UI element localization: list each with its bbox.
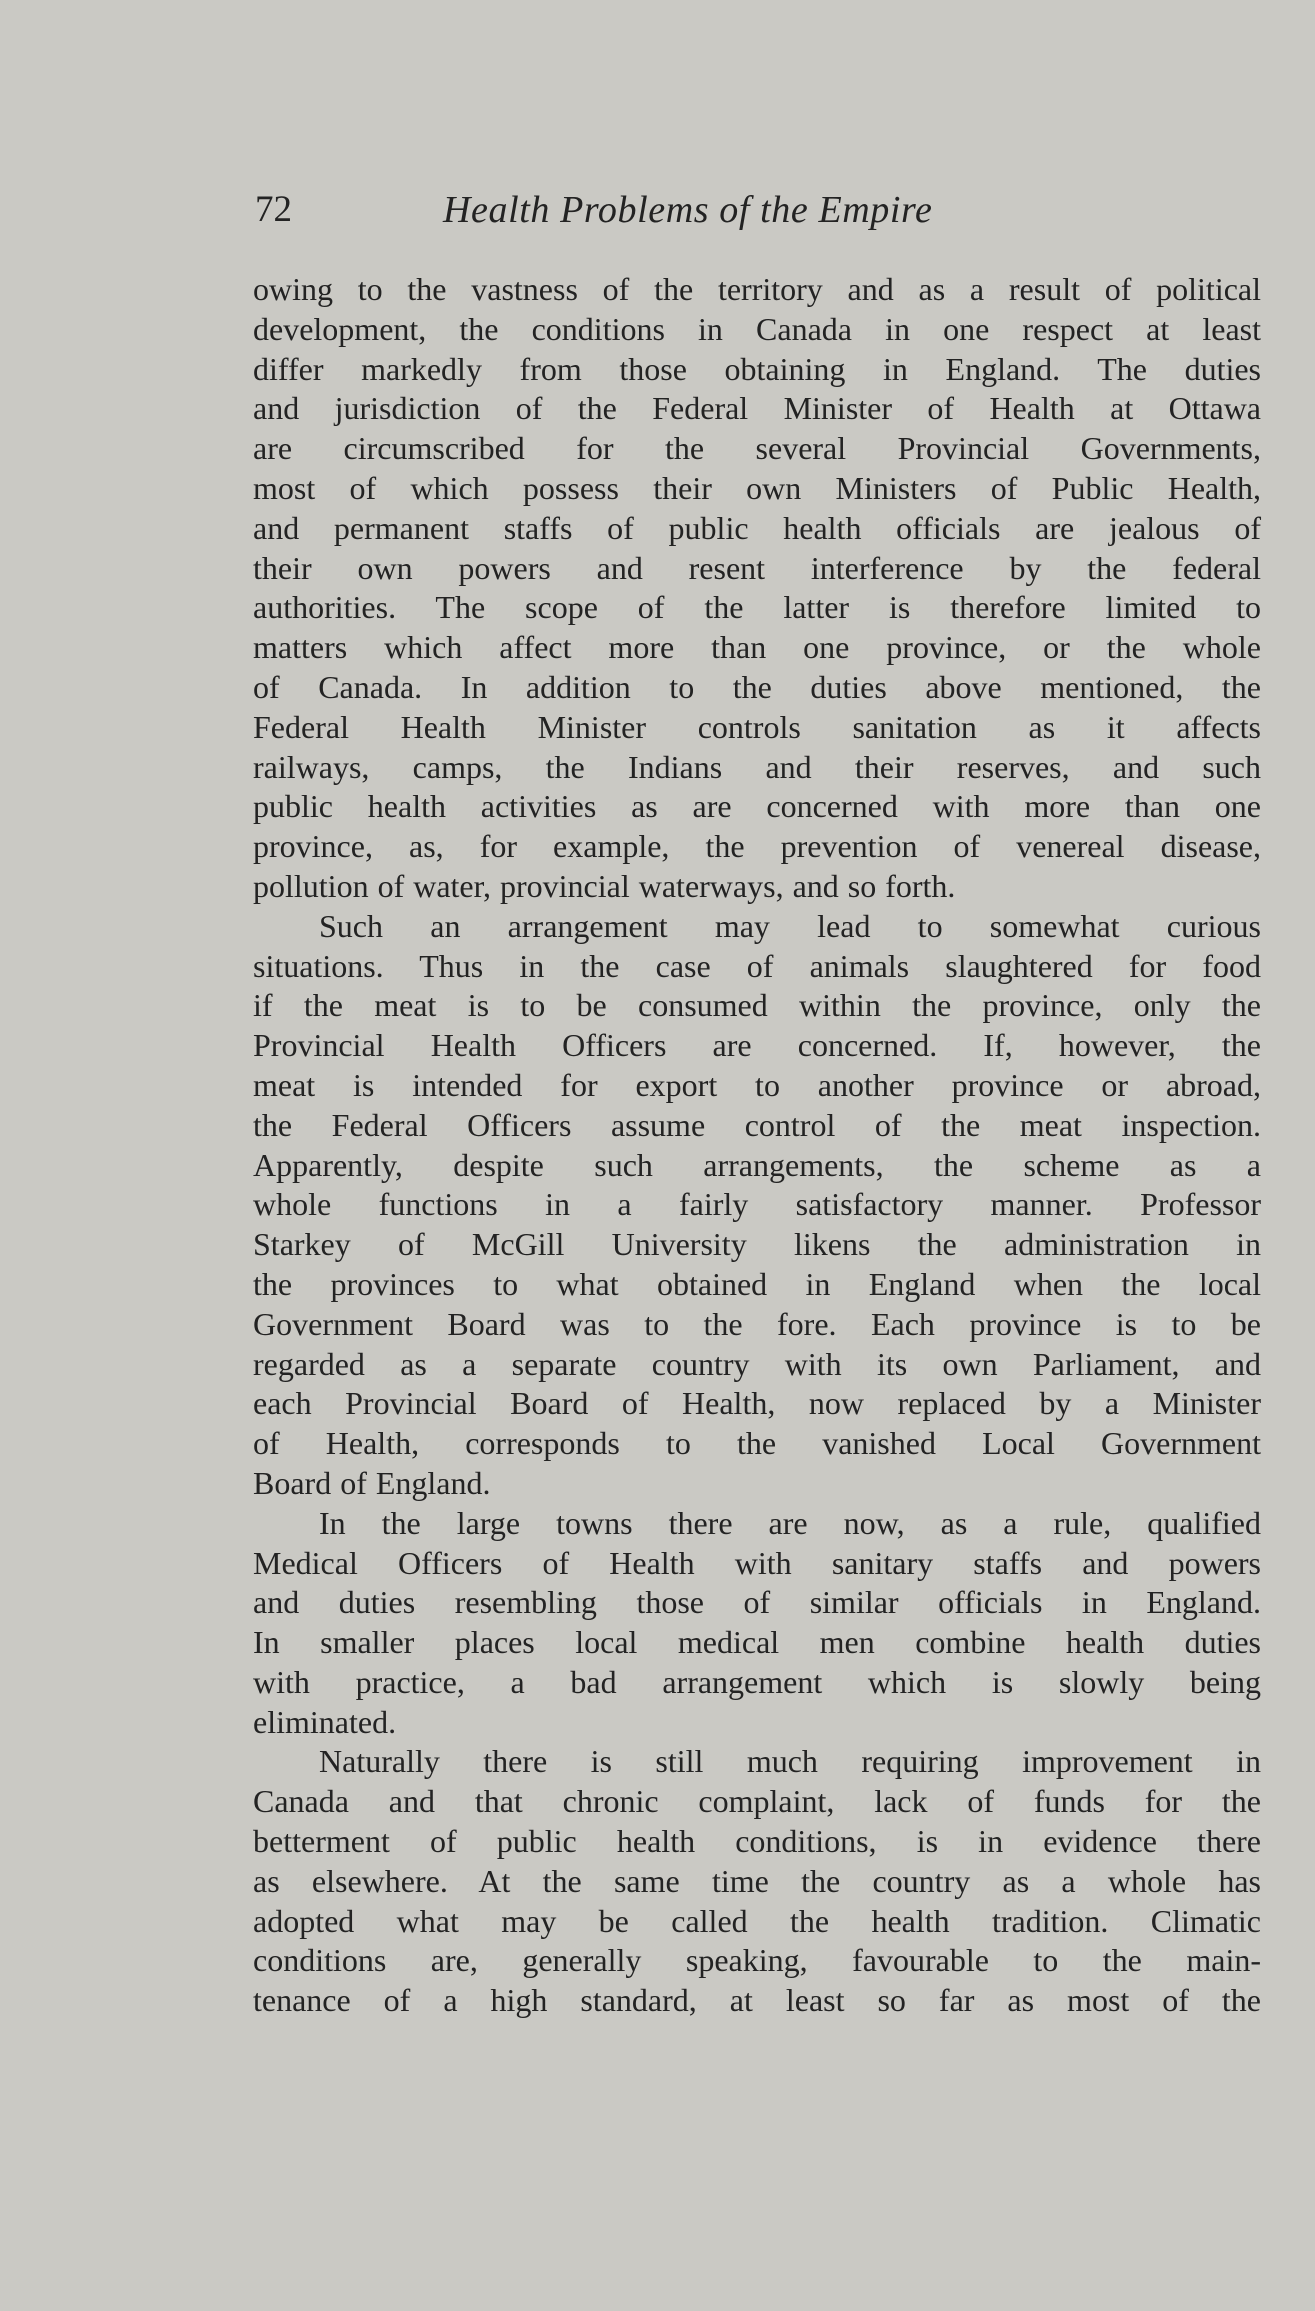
text-line: authorities. The scope of the latter is therefore limited to: [253, 589, 1261, 626]
text-line: Canada and that chronic complaint, lack of funds for the: [253, 1783, 1261, 1820]
text-line: the Federal Officers assume control of the meat inspection.: [253, 1106, 1261, 1143]
running-header: [255, 186, 1263, 234]
text-line: of Health, corresponds to the vanished Local Government: [253, 1425, 1261, 1462]
paragraph: [253, 907, 1261, 1504]
text-line: Government Board was to the fore. Each province is to be: [253, 1305, 1261, 1342]
text-line: railways, camps, the Indians and their reserves, and such: [253, 748, 1261, 785]
text-line: eliminated.: [253, 1703, 397, 1740]
text-line: Such an arrangement may lead to somewhat curious: [319, 907, 1261, 944]
text-line: owing to the vastness of the territory and as a result of political: [253, 271, 1261, 307]
text-line: their own powers and resent interference by the federal: [253, 549, 1261, 586]
text-line: are circumscribed for the several Provincial Governments,: [253, 430, 1261, 467]
paragraph: [253, 270, 1261, 907]
text-line: meat is intended for export to another province or abroad,: [253, 1066, 1261, 1103]
text-line: Board of England.: [253, 1464, 491, 1501]
text-line: Apparently, despite such arrangements, the scheme as a: [253, 1146, 1261, 1183]
text-line: and jurisdiction of the Federal Minister of Health at Ottawa: [253, 390, 1261, 427]
text-line: In the large towns there are now, as a rule, qualified: [319, 1504, 1261, 1541]
text-line: In smaller places local medical men combine health duties: [253, 1624, 1261, 1661]
text-line: development, the conditions in Canada in one respect at least: [253, 310, 1261, 347]
text-line: Provincial Health Officers are concerned. If, however, the: [253, 1027, 1261, 1064]
text-line: and permanent staffs of public health officials are jealous of: [253, 509, 1261, 546]
text-line: Naturally there is still much requiring improvement in: [319, 1743, 1261, 1780]
text-line: if the meat is to be consumed within the province, only the: [253, 987, 1261, 1024]
paragraph: [253, 1742, 1261, 2021]
text-line: of Canada. In addition to the duties above mentioned, the: [253, 668, 1261, 705]
text-line: each Provincial Board of Health, now replaced by a Minister: [253, 1385, 1261, 1422]
text-line: most of which possess their own Ministers of Public Health,: [253, 469, 1261, 506]
text-line: Federal Health Minister controls sanitation as it affects: [253, 708, 1261, 745]
text-line: conditions are, generally speaking, favourable to the main-: [253, 1942, 1261, 1979]
page-number: 72: [255, 189, 292, 230]
text-line: adopted what may be called the health tradition. Climatic: [253, 1902, 1261, 1939]
text-line: betterment of public health conditions, is in evidence there: [253, 1823, 1261, 1860]
text-line: with practice, a bad arrangement which is slowly being: [253, 1663, 1261, 1700]
text-line: differ markedly from those obtaining in England. The duties: [253, 350, 1261, 387]
text-line: Starkey of McGill University likens the administration in: [253, 1226, 1261, 1263]
text-line: as elsewhere. At the same time the country as a whole has: [253, 1862, 1261, 1899]
text-line: regarded as a separate country with its own Parliament, and: [253, 1345, 1261, 1382]
body-text: [253, 270, 1261, 2021]
text-line: province, as, for example, the prevention of venereal disease,: [253, 828, 1261, 865]
text-line: the provinces to what obtained in England when the local: [253, 1265, 1261, 1302]
text-line: and duties resembling those of similar officials in England.: [253, 1584, 1261, 1621]
text-line: whole functions in a fairly satisfactory manner. Professor: [253, 1186, 1261, 1223]
text-line: situations. Thus in the case of animals slaughtered for food: [253, 947, 1261, 984]
paragraph: [253, 1504, 1261, 1743]
text-line: pollution of water, provincial waterways, and so forth.: [253, 867, 956, 904]
text-line: public health activities as are concerned with more than one: [253, 788, 1261, 825]
text-line: matters which affect more than one province, or the whole: [253, 629, 1261, 666]
running-title: Health Problems of the Empire: [443, 189, 933, 231]
text-line: tenance of a high standard, at least so far as most of the: [253, 1982, 1261, 2019]
text-line: Medical Officers of Health with sanitary staffs and powers: [253, 1544, 1261, 1581]
